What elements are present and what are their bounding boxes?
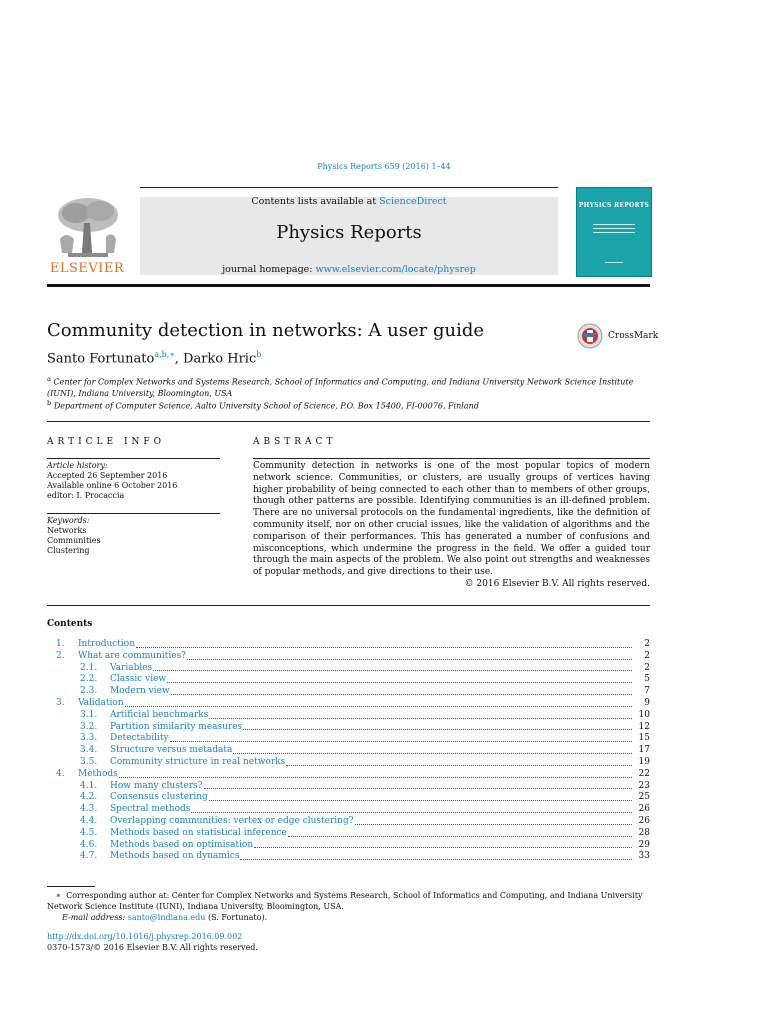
toc-link[interactable]: Detectability <box>110 733 169 744</box>
toc-entry <box>78 769 632 781</box>
toc-row[interactable] <box>47 674 650 686</box>
toc-page-number: 2 <box>644 639 650 649</box>
journal-cover-image <box>576 187 652 277</box>
contents-available <box>140 196 558 207</box>
footnote-text: Corresponding author at: Center for Complex Networks and Systems Research, School of Informatics and Computing, and Indiana University Network Science Institute (IUNI), Indiana University, Bloomington, USA. <box>47 891 643 911</box>
toc-row[interactable] <box>47 745 650 757</box>
toc-entry <box>110 674 632 686</box>
toc-number: 4.1. <box>80 780 98 791</box>
toc-number: 4.4. <box>80 815 98 826</box>
toc-link[interactable]: Spectral methods <box>110 804 191 815</box>
toc-link[interactable]: Introduction <box>78 639 135 649</box>
email-label: E-mail address: <box>62 913 126 922</box>
keywords-rule <box>47 513 220 514</box>
toc-leader <box>209 792 632 801</box>
elsevier-wordmark: ELSEVIER <box>49 261 125 276</box>
toc-link[interactable]: Artificial benchmarks <box>110 709 209 720</box>
email-link[interactable]: santo@indiana.edu <box>127 913 206 922</box>
journal-reference[interactable]: Physics Reports 659 (2016) 1–44 <box>317 162 451 171</box>
toc-leader <box>170 733 632 742</box>
toc-row[interactable] <box>47 769 650 781</box>
toc-entry <box>110 686 632 698</box>
toc-leader <box>171 686 632 695</box>
keyword: Clustering <box>47 546 90 555</box>
toc-row[interactable] <box>47 698 650 710</box>
toc-link[interactable]: Variables <box>110 662 153 673</box>
history-editor: editor: I. Procaccia <box>47 491 125 500</box>
toc-link[interactable]: Methods based on statistical inference <box>110 827 287 838</box>
toc-row[interactable] <box>47 792 650 804</box>
crossmark-badge[interactable] <box>577 323 659 349</box>
toc-page-number: 7 <box>644 686 650 697</box>
toc-row[interactable] <box>47 781 650 793</box>
keyword: Networks <box>47 526 87 535</box>
footnote-mark: ∗ <box>55 891 61 900</box>
toc-number: 2.2. <box>80 674 98 685</box>
toc-entry <box>110 828 632 840</box>
keywords <box>47 516 220 556</box>
authors-line <box>47 350 261 366</box>
toc-entry <box>110 792 632 804</box>
abstract-heading: ABSTRACT <box>253 437 337 447</box>
keyword: Communities <box>47 536 101 545</box>
toc-page-number: 15 <box>638 733 650 744</box>
toc-leader <box>153 663 632 672</box>
toc-link[interactable]: Modern view <box>110 686 170 697</box>
author-affiliation-marks[interactable]: b <box>256 350 262 359</box>
toc-number: 3.2. <box>80 721 98 732</box>
toc-page-number: 23 <box>638 780 650 791</box>
toc-leader <box>243 722 632 731</box>
toc-link[interactable]: Methods based on optimisation <box>110 839 254 850</box>
toc-page-number: 26 <box>638 804 650 815</box>
toc-page-number: 2 <box>644 650 650 661</box>
toc-leader <box>125 698 632 707</box>
toc-page-number: 2 <box>644 662 650 673</box>
toc-entry <box>78 651 632 663</box>
toc-row[interactable] <box>47 651 650 663</box>
toc-row[interactable] <box>47 663 650 675</box>
doi-block <box>47 931 258 953</box>
toc-entry <box>110 804 632 816</box>
toc-entry <box>78 698 632 710</box>
toc-row[interactable] <box>47 828 650 840</box>
history-received: Accepted 26 September 2016 <box>47 471 168 480</box>
toc-page-number: 9 <box>644 697 650 708</box>
toc-row[interactable] <box>47 816 650 828</box>
toc-link[interactable]: Methods based on dynamics <box>110 851 240 862</box>
toc-page-number: 33 <box>638 851 650 862</box>
toc-leader <box>167 674 632 683</box>
toc-page-number: 22 <box>638 768 650 779</box>
toc-leader <box>187 651 632 660</box>
toc-number: 1. <box>56 639 65 649</box>
toc-page-number: 5 <box>644 674 650 685</box>
history-label: Article history: <box>47 461 108 470</box>
toc-link[interactable]: Structure versus metadata <box>110 745 233 756</box>
cover-line <box>605 262 623 263</box>
toc-leader <box>233 745 632 754</box>
toc-link[interactable]: What are communities? <box>78 650 187 661</box>
toc-page-number: 12 <box>638 721 650 732</box>
toc-leader <box>209 710 632 719</box>
elsevier-tree-logo <box>48 195 126 259</box>
toc-leader <box>286 757 632 766</box>
toc-page-number: 28 <box>638 827 650 838</box>
toc-leader <box>119 769 632 778</box>
footnote-rule <box>47 886 95 887</box>
affiliation-mark: a <box>47 375 51 383</box>
contents-heading: Contents <box>47 619 93 629</box>
toc-link[interactable]: Community structure in real networks <box>110 756 286 767</box>
toc-entry <box>110 663 632 675</box>
author-separator: , <box>174 351 184 367</box>
crossmark-icon <box>577 323 605 349</box>
author-name: Santo Fortunato <box>47 351 155 367</box>
toc-leader <box>254 840 632 849</box>
affiliation-text: Center for Complex Networks and Systems Research, School of Informatics and Computing, and Indiana University Network Science Institute (IUNI), Indiana University, Bloomington, USA <box>47 377 634 398</box>
cover-line <box>593 232 635 233</box>
toc-number: 3.5. <box>80 756 98 767</box>
toc-number: 3.1. <box>80 709 98 720</box>
toc-entry <box>110 781 632 793</box>
abstract-text: Community detection in networks is one of the most popular topics of modern network science. Communities, or clusters, are usually groups of vertices having higher probability of being connected to each other than to members of other groups, though other patterns are possible. Identifying communities is an ill-defined problem. There are no universal protocols on the fundamental ingredients, like the definition of community itself, nor on other crucial issues, like the validation of algorithms and the comparison of their performances. This has generated a number of confusions and misconceptions, which undermine the progress in the field. We offer a guided tour through the main aspects of the problem. We also point out strengths and weaknesses of popular methods, and give directions to their use. <box>253 461 650 578</box>
abstract-copyright: © 2016 Elsevier B.V. All rights reserved. <box>464 579 650 589</box>
toc-number: 4. <box>56 768 65 779</box>
toc-number: 3.3. <box>80 733 98 744</box>
toc-number: 4.5. <box>80 827 98 838</box>
toc-leader <box>355 816 632 825</box>
masthead-top-rule <box>140 187 558 188</box>
toc-entry <box>78 639 632 651</box>
toc-leader <box>136 639 632 648</box>
toc-row[interactable] <box>47 851 650 863</box>
toc-number: 4.3. <box>80 804 98 815</box>
article-info-heading: ARTICLE INFO <box>47 437 166 447</box>
toc-leader <box>191 804 632 813</box>
cover-line <box>593 224 635 225</box>
journal-homepage <box>140 264 558 275</box>
toc-page-number: 29 <box>638 839 650 850</box>
affiliation-b <box>47 398 650 412</box>
toc-number: 3.4. <box>80 745 98 756</box>
keywords-label: Keywords: <box>47 516 90 525</box>
section-rule <box>47 605 650 606</box>
article-info-rule <box>47 458 220 459</box>
toc-number: 4.2. <box>80 792 98 803</box>
cover-title: PHYSICS REPORTS <box>578 202 650 209</box>
history-online: Available online 6 October 2016 <box>47 481 178 490</box>
toc-row[interactable] <box>47 722 650 734</box>
affiliation-mark: b <box>47 399 52 407</box>
cover-line <box>593 228 635 229</box>
sciencedirect-link[interactable]: ScienceDirect <box>379 196 447 207</box>
toc-number: 4.6. <box>80 839 98 850</box>
toc-entry <box>110 722 632 734</box>
toc-number: 4.7. <box>80 851 98 862</box>
toc-page-number: 17 <box>638 745 650 756</box>
homepage-prefix: journal homepage: <box>222 264 316 275</box>
toc-row[interactable] <box>47 840 650 852</box>
author-affiliation-marks[interactable]: a,b,∗ <box>154 350 175 359</box>
affiliation-a <box>47 374 650 399</box>
toc-link[interactable]: How many clusters? <box>110 780 203 791</box>
toc-row[interactable] <box>47 757 650 769</box>
toc-link[interactable]: Classic view <box>110 674 167 685</box>
homepage-link[interactable]: www.elsevier.com/locate/physrep <box>315 264 476 275</box>
toc-link[interactable]: Consensus clustering <box>110 792 208 803</box>
crossmark-label: CrossMark <box>608 331 659 341</box>
abstract-rule <box>253 458 650 459</box>
issn-line: 0370-1573/© 2016 Elsevier B.V. All rights reserved. <box>47 943 258 952</box>
toc-page-number: 10 <box>638 709 650 720</box>
table-of-contents <box>47 639 650 863</box>
toc-entry <box>110 757 632 769</box>
journal-title: Physics Reports <box>276 222 422 243</box>
author-name: Darko Hric <box>183 351 257 367</box>
toc-number: 2.1. <box>80 662 98 673</box>
toc-leader <box>240 851 632 860</box>
contents-prefix: Contents lists available at <box>251 196 380 207</box>
toc-page-number: 26 <box>638 815 650 826</box>
toc-entry <box>110 733 632 745</box>
paper-title: Community detection in networks: A user guide <box>47 320 485 341</box>
doi-link[interactable]: http://dx.doi.org/10.1016/j.physrep.2016.09.002 <box>47 932 243 941</box>
toc-row[interactable] <box>47 686 650 698</box>
section-rule <box>47 421 650 422</box>
toc-number: 2. <box>56 650 65 661</box>
email-suffix: (S. Fortunato). <box>207 913 268 922</box>
toc-row[interactable] <box>47 639 650 651</box>
toc-entry <box>110 710 632 722</box>
toc-page-number: 19 <box>638 756 650 767</box>
article-history <box>47 461 220 501</box>
toc-entry <box>110 851 632 863</box>
toc-entry <box>110 840 632 852</box>
toc-link[interactable]: Overlapping communities: vertex or edge clustering? <box>110 815 354 826</box>
corresponding-author-footnote <box>47 890 650 923</box>
toc-number: 2.3. <box>80 686 98 697</box>
toc-leader <box>288 828 632 837</box>
toc-entry <box>110 816 632 828</box>
toc-link[interactable]: Validation <box>78 697 124 708</box>
toc-leader <box>204 781 633 790</box>
toc-row[interactable] <box>47 804 650 816</box>
toc-entry <box>110 745 632 757</box>
masthead-bottom-rule <box>47 284 650 287</box>
toc-row[interactable] <box>47 733 650 745</box>
toc-row[interactable] <box>47 710 650 722</box>
toc-link[interactable]: Methods <box>78 768 118 779</box>
toc-number: 3. <box>56 697 65 708</box>
toc-link[interactable]: Partition similarity measures <box>110 721 243 732</box>
affiliation-text: Department of Computer Science, Aalto University School of Science, P.O. Box 15400, FI-00076, Finland <box>53 401 479 411</box>
toc-page-number: 25 <box>638 792 650 803</box>
